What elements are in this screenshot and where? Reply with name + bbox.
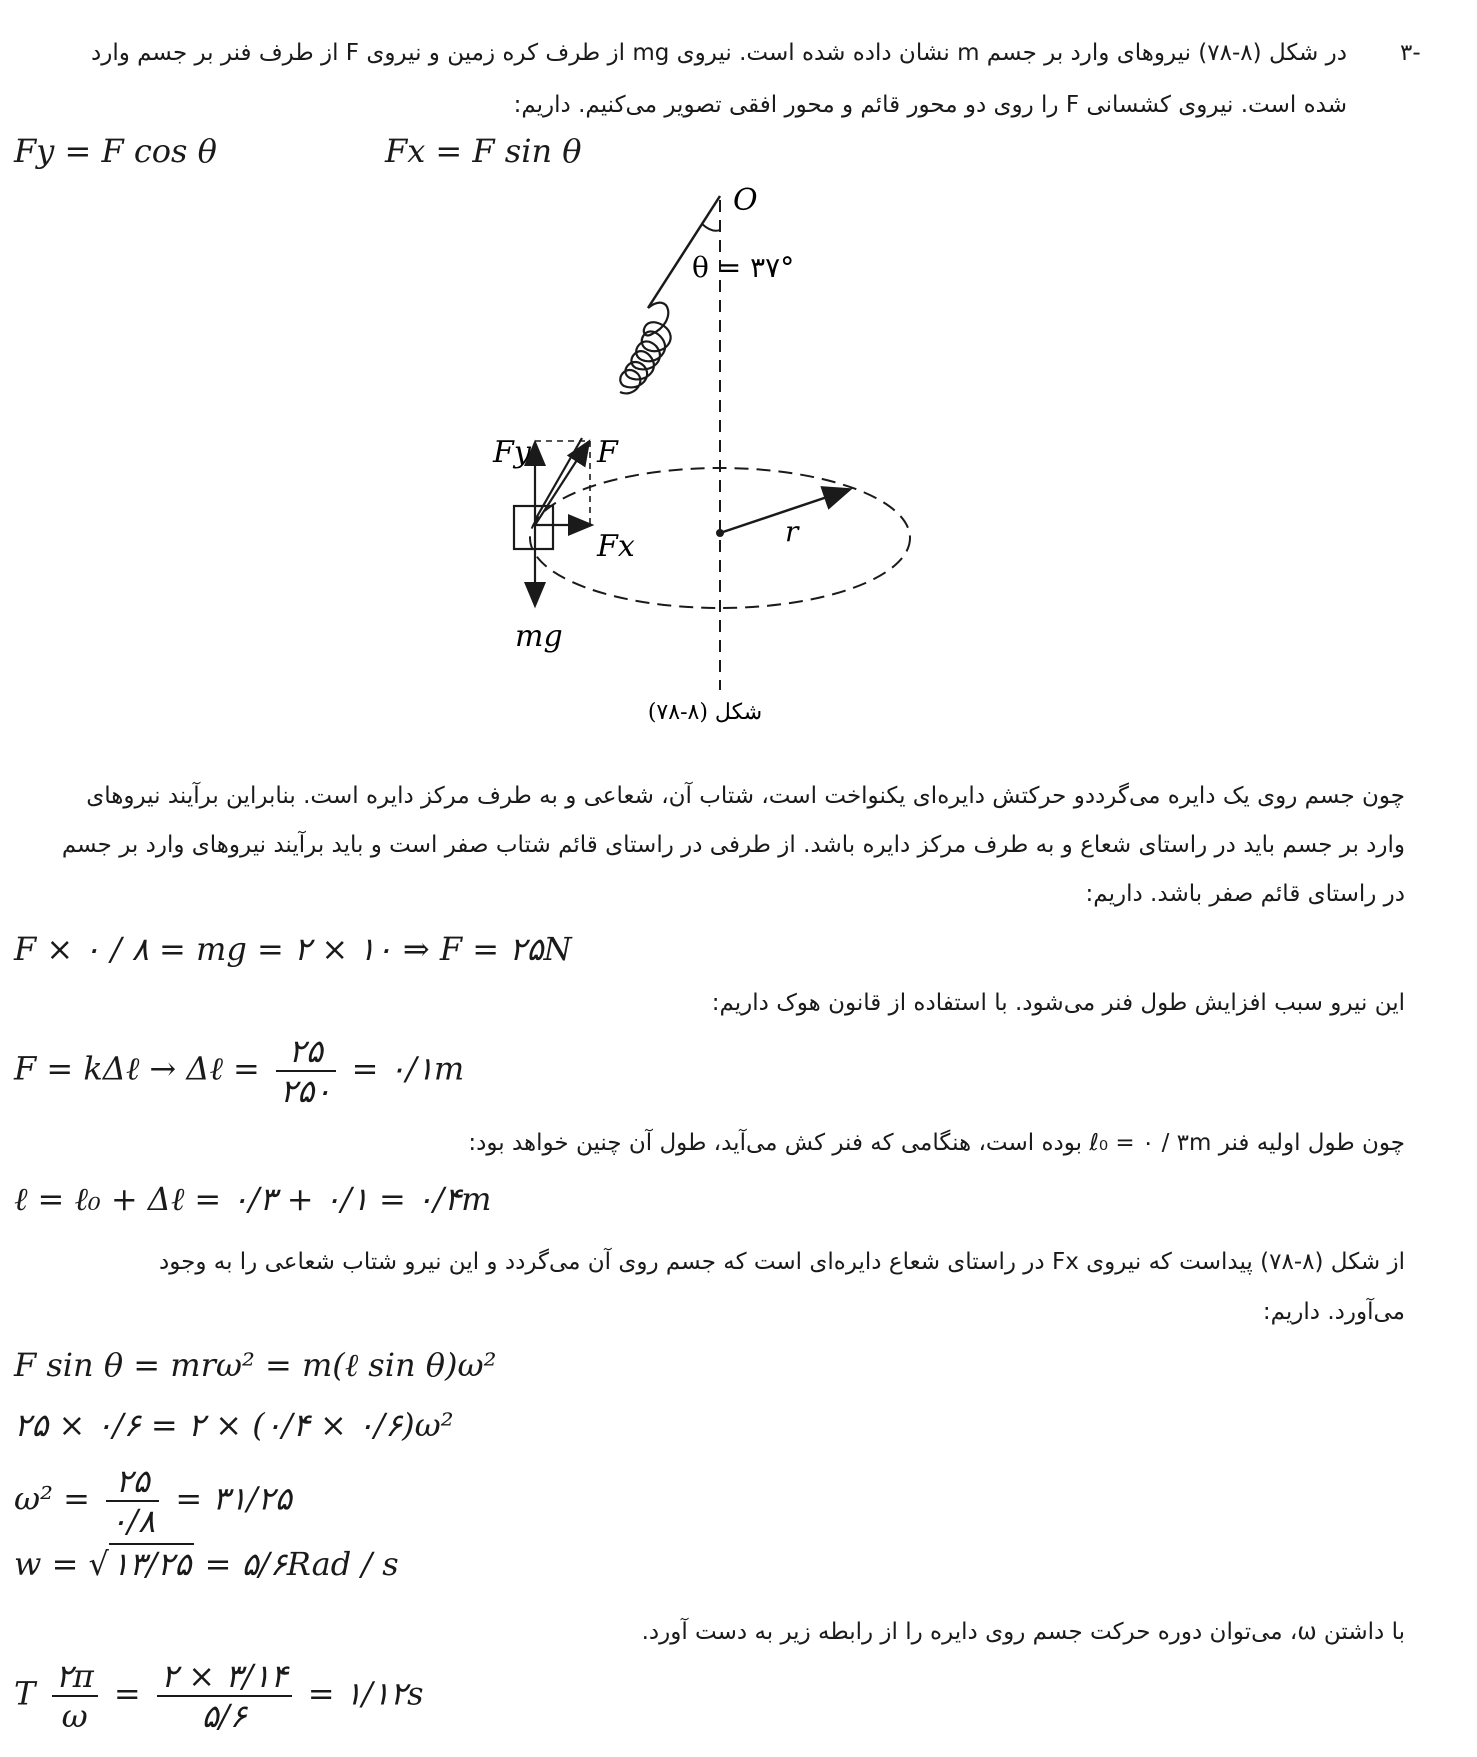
angle-arc bbox=[702, 224, 720, 231]
intro-line-1: در شکل (۸-۷۸) نیروهای وارد بر جسم m نشان داده شده است. نیروی mg از طرف کره زمین و نیروی F از طرف فنر بر جسم وارد bbox=[90, 40, 1347, 66]
eq-omega bbox=[14, 1545, 399, 1583]
label-r: r bbox=[785, 515, 799, 548]
eq-omega-radicand: ۱۳/۲۵ bbox=[109, 1543, 195, 1583]
mass-block bbox=[514, 506, 553, 549]
eq-omega-squared bbox=[14, 1462, 292, 1540]
eq-length: ℓ = ℓ₀ + Δℓ = ۰/۳ + ۰/۱ = ۰/۴m bbox=[14, 1180, 492, 1218]
label-angle: θ = ۳۷° bbox=[692, 251, 795, 284]
eq-omega-sq-right: = ۳۱/۲۵ bbox=[175, 1479, 292, 1518]
eq-hooke-den: ۲۵۰ bbox=[279, 1072, 332, 1110]
para4-line-1: از شکل (۸-۷۸) پیداست که نیروی Fx در راستای شعاع دایره‌ای است که جسم روی آن می‌گردد و این نیرو شتاب شعاعی را به وجود bbox=[158, 1249, 1405, 1275]
force-f-arrow bbox=[535, 443, 588, 525]
eq-period-den2: ۵/۶ bbox=[201, 1697, 247, 1735]
eq-omega-right: = ۵/۶Rad / s bbox=[204, 1545, 399, 1583]
figure-spring-pendulum bbox=[0, 0, 1477, 740]
eq-fx: Fx = F sin θ bbox=[385, 132, 582, 170]
spring-coils bbox=[620, 303, 671, 394]
eq-period-num2: ۲ × ۳/۱۴ bbox=[157, 1657, 292, 1697]
eq-omega-left: w = bbox=[14, 1545, 79, 1583]
para5: با داشتن ω، می‌توان دوره حرکت جسم روی دایره را از رابطه زیر به دست آورد. bbox=[641, 1619, 1405, 1645]
problem-number: -۳ bbox=[1400, 40, 1421, 66]
eq-omega-sq-den: ۰/۸ bbox=[110, 1502, 156, 1540]
eq-omega-sq-fraction bbox=[106, 1462, 159, 1540]
eq-period-eq: = bbox=[113, 1674, 141, 1713]
eq-substitution: ۲۵ × ۰/۶ = ۲ × (۰/۴ × ۰/۶)ω² bbox=[14, 1406, 454, 1444]
spring-connector bbox=[535, 438, 582, 520]
eq-period-num1: ۲π bbox=[52, 1657, 98, 1697]
eq-hooke bbox=[14, 1032, 464, 1110]
para2: این نیرو سبب افزایش طول فنر می‌شود. با استفاده از قانون هوک داریم: bbox=[711, 990, 1405, 1016]
eq-hooke-left: F = kΔℓ → Δℓ = bbox=[14, 1049, 260, 1088]
label-mg: mg bbox=[515, 619, 563, 654]
eq-period-left: T bbox=[14, 1674, 36, 1713]
eq-omega-sq-left: ω² = bbox=[14, 1479, 90, 1518]
eq-hooke-num: ۲۵ bbox=[276, 1032, 336, 1072]
radius-arrow bbox=[720, 490, 848, 533]
para4-line-2: می‌آورد. داریم: bbox=[1262, 1299, 1405, 1325]
eq-hooke-right: = ۰/۱m bbox=[351, 1049, 465, 1088]
eq-fy: Fy = F cos θ bbox=[14, 132, 217, 170]
label-fx: Fx bbox=[597, 529, 635, 564]
eq-period-fraction-1 bbox=[52, 1657, 98, 1735]
eq-period bbox=[14, 1657, 424, 1735]
eq-force-balance: F × ۰ / ۸ = mg = ۲ × ۱۰ ⇒ F = ۲۵N bbox=[14, 930, 572, 968]
eq-period-fraction-2 bbox=[157, 1657, 292, 1735]
sqrt-sign: √ bbox=[88, 1545, 109, 1583]
figure-caption: شکل (۸-۷۸) bbox=[647, 700, 763, 725]
para3: چون طول اولیه فنر ℓ₀ = ۰ / ۳m بوده است، هنگامی که فنر کش می‌آید، طول آن چنین خواهد بود: bbox=[468, 1130, 1405, 1156]
eq-hooke-fraction bbox=[276, 1032, 336, 1110]
eq-period-den1: ω bbox=[61, 1697, 88, 1735]
intro-line-2: شده است. نیروی کشسانی F را روی دو محور قائم و محور افقی تصویر می‌کنیم. داریم: bbox=[513, 92, 1347, 118]
label-f: F bbox=[597, 435, 618, 470]
para1-line-3: در راستای قائم صفر باشد. داریم: bbox=[1085, 881, 1405, 907]
label-fy: Fy bbox=[493, 435, 531, 470]
eq-centripetal: F sin θ = mrω² = m(ℓ sin θ)ω² bbox=[14, 1346, 497, 1384]
eq-period-right: = ۱/۱۲s bbox=[307, 1674, 424, 1713]
eq-omega-sq-num: ۲۵ bbox=[106, 1462, 159, 1502]
para1-line-2: وارد بر جسم باید در راستای شعاع و به طرف مرکز دایره باشد. از طرفی در راستای قائم شتاب صفر است و باید برآیند نیروهای وارد بر جسم bbox=[61, 832, 1405, 858]
para1-line-1: چون جسم روی یک دایره می‌گرددو حرکتش دایره‌ای یکنواخت است، شتاب آن، شعاعی و به طرف مرکز دایره است. بنابراین برآیند نیروهای bbox=[86, 783, 1405, 809]
label-o: O bbox=[733, 183, 758, 218]
